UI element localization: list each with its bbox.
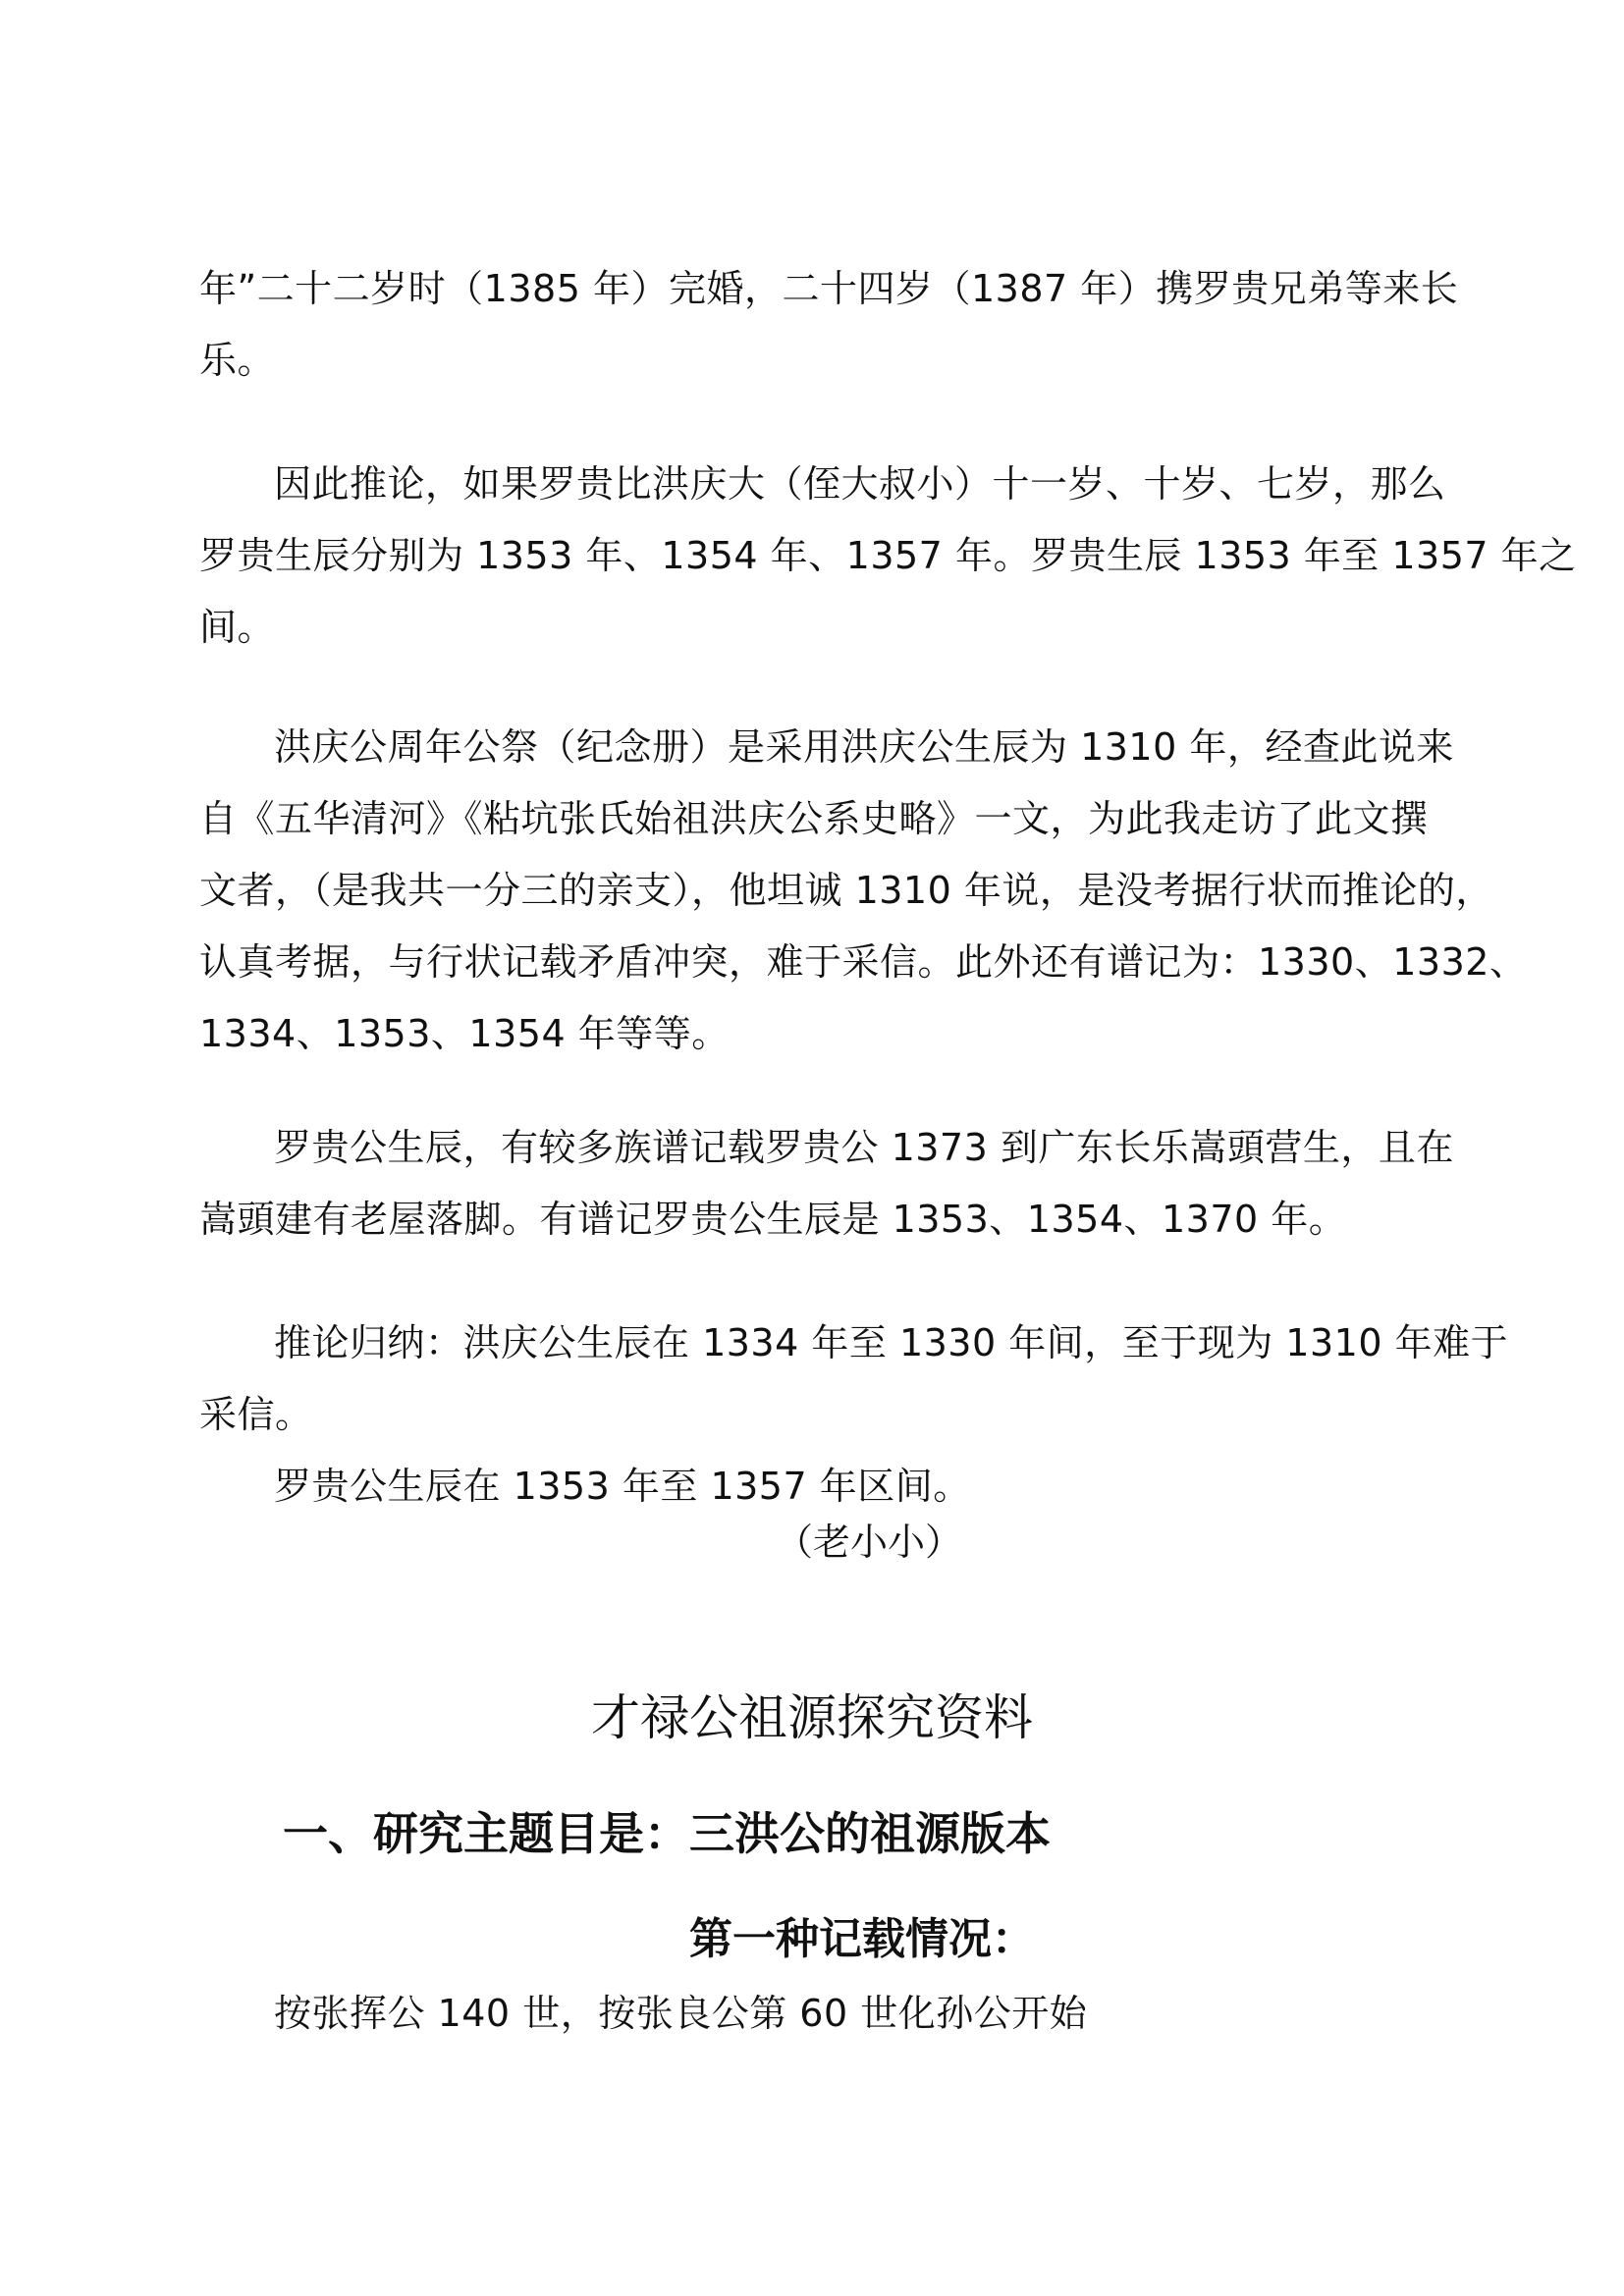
text-line: 乐。 <box>199 339 276 382</box>
text-line: 罗贵生辰分别为 1353 年、1354 年、1357 年。罗贵生辰 1353 年至 1357 年之 <box>199 534 1577 577</box>
text-line: 采信。 <box>199 1393 313 1436</box>
section-title: 才禄公祖源探究资料 <box>591 1689 1033 1746</box>
text-line: 推论归纳：洪庆公生辰在 1334 年至 1330 年间，至于现为 1310 年难于 <box>274 1321 1509 1364</box>
text-line: 文者，（是我共一分三的亲支），他坦诚 1310 年说，是没考据行状而推论的， <box>199 869 1493 912</box>
paragraph-hongqing-anniversary <box>199 712 1528 1070</box>
text-line: 1334、1353、1354 年等等。 <box>199 1012 730 1055</box>
heading-research-topic: 一、研究主题目是：三洪公的祖源版本 <box>283 1807 1051 1860</box>
text-line: 年”二十二岁时（1385 年）完婚，二十四岁（1387 年）携罗贵兄弟等来长 <box>199 267 1459 310</box>
text-line: 自《五华清河》《粘坑张氏始祖洪庆公系史略》一文，为此我走访了此文撰 <box>199 797 1429 840</box>
text-line: 罗贵公生辰在 1353 年至 1357 年区间。 <box>274 1465 971 1508</box>
text-line: 认真考据，与行状记载矛盾冲突，难于采信。此外还有谱记为：1330、1332、 <box>199 940 1528 984</box>
paragraph-luogui-records <box>199 1112 1454 1255</box>
author-signature: （老小小） <box>776 1521 963 1564</box>
heading-first-record: 第一种记载情况： <box>689 1914 1035 1964</box>
text-line: 罗贵公生辰，有较多族谱记载罗贵公 1373 到广东长乐嵩頭营生，且在 <box>274 1126 1454 1169</box>
paragraph-luogui-birth-inference <box>199 449 1577 664</box>
text-line: 按张挥公 140 世，按张良公第 60 世化孙公开始 <box>274 1992 1088 2035</box>
text-line: 间。 <box>199 606 276 649</box>
text-line: 嵩頭建有老屋落脚。有谱记罗贵公生辰是 1353、1354、1370 年。 <box>199 1198 1347 1241</box>
paragraph-lineage-start <box>199 1978 1438 2050</box>
paragraph-conclusion <box>199 1308 1509 1522</box>
text-line: 因此推论，如果罗贵比洪庆大（侄大叔小）十一岁、十岁、七岁，那么 <box>274 462 1446 506</box>
text-line: 洪庆公周年公祭（纪念册）是采用洪庆公生辰为 1310 年，经查此说来 <box>274 725 1454 769</box>
paragraph-marriage <box>199 253 1459 397</box>
